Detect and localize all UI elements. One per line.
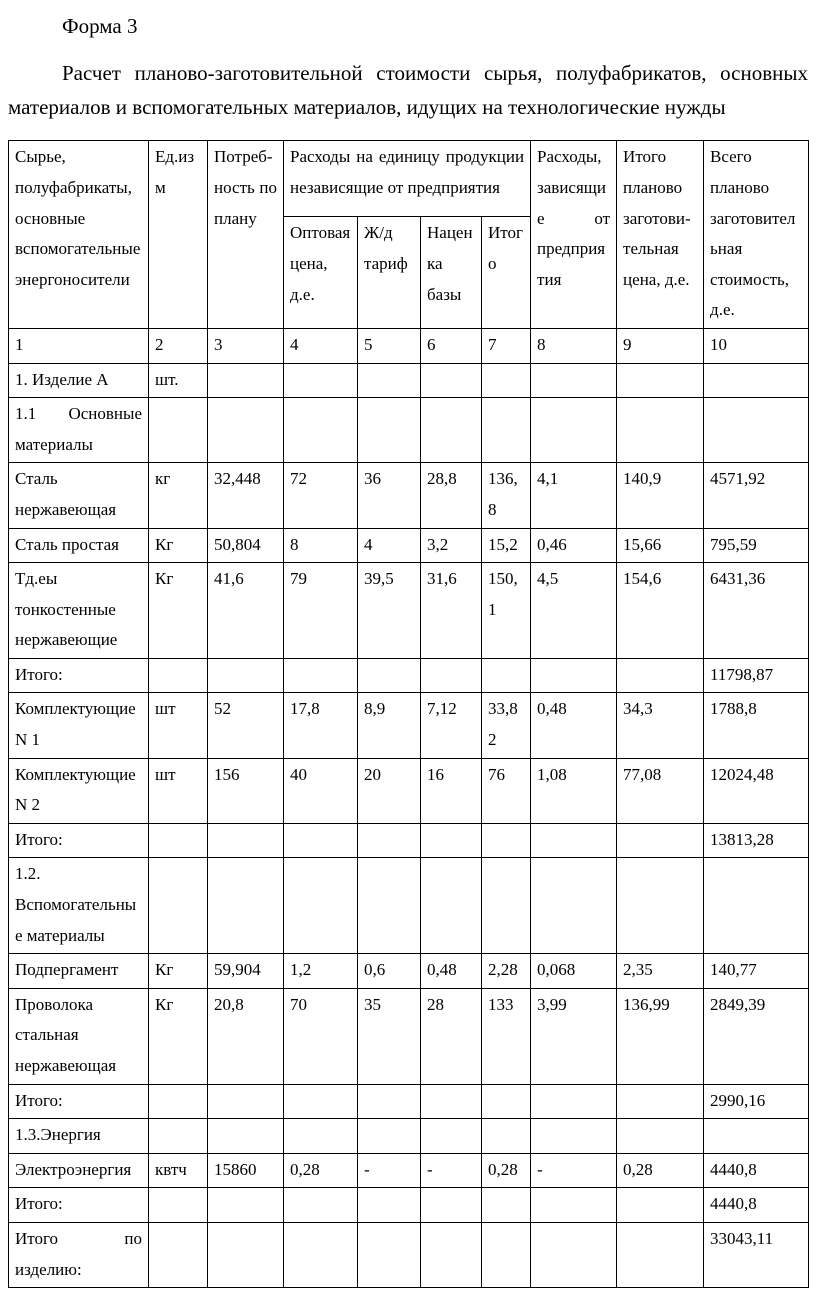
table-cell — [704, 858, 809, 954]
table-cell — [617, 858, 704, 954]
table-cell: кг — [149, 463, 208, 528]
table-cell: 133 — [482, 988, 531, 1084]
table-cell: 8 — [284, 528, 358, 563]
table-cell: 39,5 — [358, 563, 421, 659]
table-cell — [358, 1084, 421, 1119]
table-cell: 28,8 — [421, 463, 482, 528]
table-cell: 4571,92 — [704, 463, 809, 528]
cost-table — [8, 140, 809, 1288]
table-cell — [482, 823, 531, 858]
table-cell — [531, 1084, 617, 1119]
table-cell: Итого: — [9, 823, 149, 858]
header-unit: Ед.изм — [149, 141, 208, 329]
table-row — [9, 858, 809, 954]
column-number-cell: 6 — [421, 328, 482, 363]
table-cell: 4 — [358, 528, 421, 563]
table-cell — [531, 658, 617, 693]
table-row — [9, 693, 809, 758]
table-cell: 0,46 — [531, 528, 617, 563]
column-number-cell: 7 — [482, 328, 531, 363]
table-cell — [704, 1119, 809, 1154]
table-cell: 140,77 — [704, 954, 809, 989]
table-cell: 70 — [284, 988, 358, 1084]
table-cell: - — [358, 1153, 421, 1188]
column-number-cell: 3 — [208, 328, 284, 363]
table-cell: 36 — [358, 463, 421, 528]
header-rail-tariff: Ж/д тариф — [358, 217, 421, 329]
table-cell: 1.3.Энергия — [9, 1119, 149, 1154]
header-dependent-expenses: Расходы, зависящие от предприятия — [531, 141, 617, 329]
table-cell: 76 — [482, 758, 531, 823]
table-cell: 0,6 — [358, 954, 421, 989]
table-row — [9, 1222, 809, 1287]
table-cell — [421, 658, 482, 693]
table-cell: Кг — [149, 988, 208, 1084]
table-cell — [284, 1119, 358, 1154]
table-cell — [358, 398, 421, 463]
header-total-plan-price: Итого планово заготови-тельная цена, д.е. — [617, 141, 704, 329]
header-group-independent-expenses: Расходы на единицу продукции независящие от предприятия — [284, 141, 531, 217]
table-cell — [704, 398, 809, 463]
table-cell: Кг — [149, 563, 208, 659]
table-cell: 17,8 — [284, 693, 358, 758]
table-row — [9, 398, 809, 463]
column-number-cell: 2 — [149, 328, 208, 363]
table-cell — [482, 1119, 531, 1154]
table-cell: Подпергамент — [9, 954, 149, 989]
table-cell: 4,5 — [531, 563, 617, 659]
table-cell: Кг — [149, 528, 208, 563]
table-cell: 7,12 — [421, 693, 482, 758]
table-cell: 1.2. Вспомогательные материалы — [9, 858, 149, 954]
table-cell — [149, 398, 208, 463]
table-cell — [284, 1222, 358, 1287]
table-cell: Тд.еы тонкостенные нержавеющие — [9, 563, 149, 659]
table-row — [9, 563, 809, 659]
table-cell — [617, 1222, 704, 1287]
table-cell: 0,28 — [617, 1153, 704, 1188]
table-cell — [482, 658, 531, 693]
table-cell: - — [531, 1153, 617, 1188]
table-row — [9, 528, 809, 563]
table-cell — [358, 823, 421, 858]
table-cell: Электроэнергия — [9, 1153, 149, 1188]
table-cell: 50,804 — [208, 528, 284, 563]
table-cell — [531, 398, 617, 463]
table-cell — [704, 363, 809, 398]
table-cell — [149, 1222, 208, 1287]
table-cell: шт — [149, 758, 208, 823]
table-cell — [421, 363, 482, 398]
column-number-cell: 1 — [9, 328, 149, 363]
table-cell: 1,2 — [284, 954, 358, 989]
document-title: Расчет планово-заготовительной стоимости сырья, полуфабрикатов, основных материалов и вспомогательных материалов, идущих на технологические нужды — [8, 61, 808, 120]
table-cell: 3,99 — [531, 988, 617, 1084]
column-number-cell: 9 — [617, 328, 704, 363]
table-cell: 0,068 — [531, 954, 617, 989]
table-cell: 4440,8 — [704, 1188, 809, 1223]
table-cell: 32,448 — [208, 463, 284, 528]
table-cell: 77,08 — [617, 758, 704, 823]
table-cell: 1. Изделие А — [9, 363, 149, 398]
table-cell — [149, 1188, 208, 1223]
table-cell: 795,59 — [704, 528, 809, 563]
table-cell: Итого: — [9, 1188, 149, 1223]
table-cell: 140,9 — [617, 463, 704, 528]
table-cell — [482, 1188, 531, 1223]
table-cell — [421, 1084, 482, 1119]
table-cell — [208, 823, 284, 858]
table-cell — [149, 858, 208, 954]
table-cell: 72 — [284, 463, 358, 528]
table-cell — [617, 1119, 704, 1154]
table-cell: Сталь простая — [9, 528, 149, 563]
table-cell — [531, 1222, 617, 1287]
table-cell — [358, 363, 421, 398]
table-cell: - — [421, 1153, 482, 1188]
table-body — [9, 328, 809, 1287]
table-cell — [208, 1222, 284, 1287]
table-cell: 2849,39 — [704, 988, 809, 1084]
table-cell: 1788,8 — [704, 693, 809, 758]
table-cell — [284, 1188, 358, 1223]
table-cell: шт. — [149, 363, 208, 398]
table-cell: 0,28 — [482, 1153, 531, 1188]
table-cell — [284, 363, 358, 398]
table-cell — [208, 1084, 284, 1119]
table-cell — [531, 1188, 617, 1223]
table-cell — [421, 1188, 482, 1223]
form-label: Форма 3 — [62, 14, 138, 38]
table-row — [9, 988, 809, 1084]
table-cell: 59,904 — [208, 954, 284, 989]
table-cell — [617, 398, 704, 463]
table-cell — [421, 398, 482, 463]
table-cell: 2990,16 — [704, 1084, 809, 1119]
table-cell: Проволока стальная нержавеющая — [9, 988, 149, 1084]
column-number-cell: 10 — [704, 328, 809, 363]
table-cell: 52 — [208, 693, 284, 758]
column-number-row — [9, 328, 809, 363]
table-cell — [617, 1188, 704, 1223]
table-cell: 16 — [421, 758, 482, 823]
header-wholesale-price: Оптовая цена, д.е. — [284, 217, 358, 329]
table-cell — [482, 398, 531, 463]
table-cell — [208, 398, 284, 463]
table-cell: 0,48 — [531, 693, 617, 758]
table-cell — [284, 398, 358, 463]
table-cell: 1.1 Основные материалы — [9, 398, 149, 463]
table-cell: 11798,87 — [704, 658, 809, 693]
table-cell: 136,8 — [482, 463, 531, 528]
table-cell — [421, 823, 482, 858]
table-row — [9, 954, 809, 989]
table-cell: 0,28 — [284, 1153, 358, 1188]
table-cell — [531, 363, 617, 398]
table-cell — [284, 823, 358, 858]
table-cell — [149, 1084, 208, 1119]
table-cell — [208, 658, 284, 693]
table-cell: шт — [149, 693, 208, 758]
table-cell — [482, 858, 531, 954]
table-cell — [421, 1119, 482, 1154]
table-cell — [149, 1119, 208, 1154]
table-cell — [358, 1119, 421, 1154]
table-cell: 8,9 — [358, 693, 421, 758]
table-row — [9, 823, 809, 858]
table-cell: 154,6 — [617, 563, 704, 659]
table-cell — [208, 363, 284, 398]
table-cell: 150,1 — [482, 563, 531, 659]
table-cell: 41,6 — [208, 563, 284, 659]
table-cell — [617, 363, 704, 398]
table-cell — [482, 1222, 531, 1287]
table-cell: 28 — [421, 988, 482, 1084]
table-cell — [358, 1188, 421, 1223]
table-row — [9, 658, 809, 693]
table-cell: 33,82 — [482, 693, 531, 758]
column-number-cell: 5 — [358, 328, 421, 363]
table-row — [9, 1084, 809, 1119]
table-cell: 2,35 — [617, 954, 704, 989]
table-cell: 20,8 — [208, 988, 284, 1084]
table-cell: 79 — [284, 563, 358, 659]
table-cell: 1,08 — [531, 758, 617, 823]
table-cell: Кг — [149, 954, 208, 989]
table-cell: 12024,48 — [704, 758, 809, 823]
header-subtotal: Итого — [482, 217, 531, 329]
table-cell: 34,3 — [617, 693, 704, 758]
table-cell — [617, 658, 704, 693]
table-cell: Сталь нержавеющая — [9, 463, 149, 528]
table-cell: Итого: — [9, 658, 149, 693]
table-cell — [358, 858, 421, 954]
table-cell — [284, 858, 358, 954]
table-cell — [284, 658, 358, 693]
table-cell: 4,1 — [531, 463, 617, 528]
table-row — [9, 363, 809, 398]
table-cell: 15860 — [208, 1153, 284, 1188]
header-total-plan-cost: Всего планово заготовительная стоимость, д.е. — [704, 141, 809, 329]
table-row — [9, 1153, 809, 1188]
table-cell: Итого по изделию: — [9, 1222, 149, 1287]
table-cell — [284, 1084, 358, 1119]
table-cell — [149, 658, 208, 693]
column-number-cell: 4 — [284, 328, 358, 363]
table-cell — [358, 658, 421, 693]
header-materials: Сырье, полуфабрикаты, основные вспомогательные энергоносители — [9, 141, 149, 329]
table-cell — [208, 1119, 284, 1154]
table-cell: 35 — [358, 988, 421, 1084]
table-cell: 4440,8 — [704, 1153, 809, 1188]
table-row — [9, 463, 809, 528]
table-cell: 13813,28 — [704, 823, 809, 858]
table-cell — [617, 1084, 704, 1119]
table-cell: 15,2 — [482, 528, 531, 563]
header-plan-need: Потреб-ность по плану — [208, 141, 284, 329]
table-cell — [482, 1084, 531, 1119]
table-cell: квтч — [149, 1153, 208, 1188]
table-cell: 2,28 — [482, 954, 531, 989]
column-number-cell: 8 — [531, 328, 617, 363]
table-header-row-1 — [9, 141, 809, 217]
table-cell — [531, 858, 617, 954]
table-cell: 33043,11 — [704, 1222, 809, 1287]
table-cell — [208, 1188, 284, 1223]
header-base-markup: Наценка базы — [421, 217, 482, 329]
table-cell: 0,48 — [421, 954, 482, 989]
table-cell: 15,66 — [617, 528, 704, 563]
table-cell — [358, 1222, 421, 1287]
table-cell: 40 — [284, 758, 358, 823]
table-cell — [482, 363, 531, 398]
table-cell — [208, 858, 284, 954]
table-cell: 156 — [208, 758, 284, 823]
table-cell — [149, 823, 208, 858]
table-cell: Комплектующие N 1 — [9, 693, 149, 758]
table-cell: Комплектующие N 2 — [9, 758, 149, 823]
table-cell: 31,6 — [421, 563, 482, 659]
table-cell: 3,2 — [421, 528, 482, 563]
table-cell — [421, 1222, 482, 1287]
table-cell — [531, 823, 617, 858]
table-cell: 136,99 — [617, 988, 704, 1084]
table-cell: Итого: — [9, 1084, 149, 1119]
table-row — [9, 1119, 809, 1154]
table-cell: 20 — [358, 758, 421, 823]
table-cell: 6431,36 — [704, 563, 809, 659]
table-cell — [531, 1119, 617, 1154]
table-cell — [421, 858, 482, 954]
table-cell — [617, 823, 704, 858]
table-row — [9, 1188, 809, 1223]
table-row — [9, 758, 809, 823]
